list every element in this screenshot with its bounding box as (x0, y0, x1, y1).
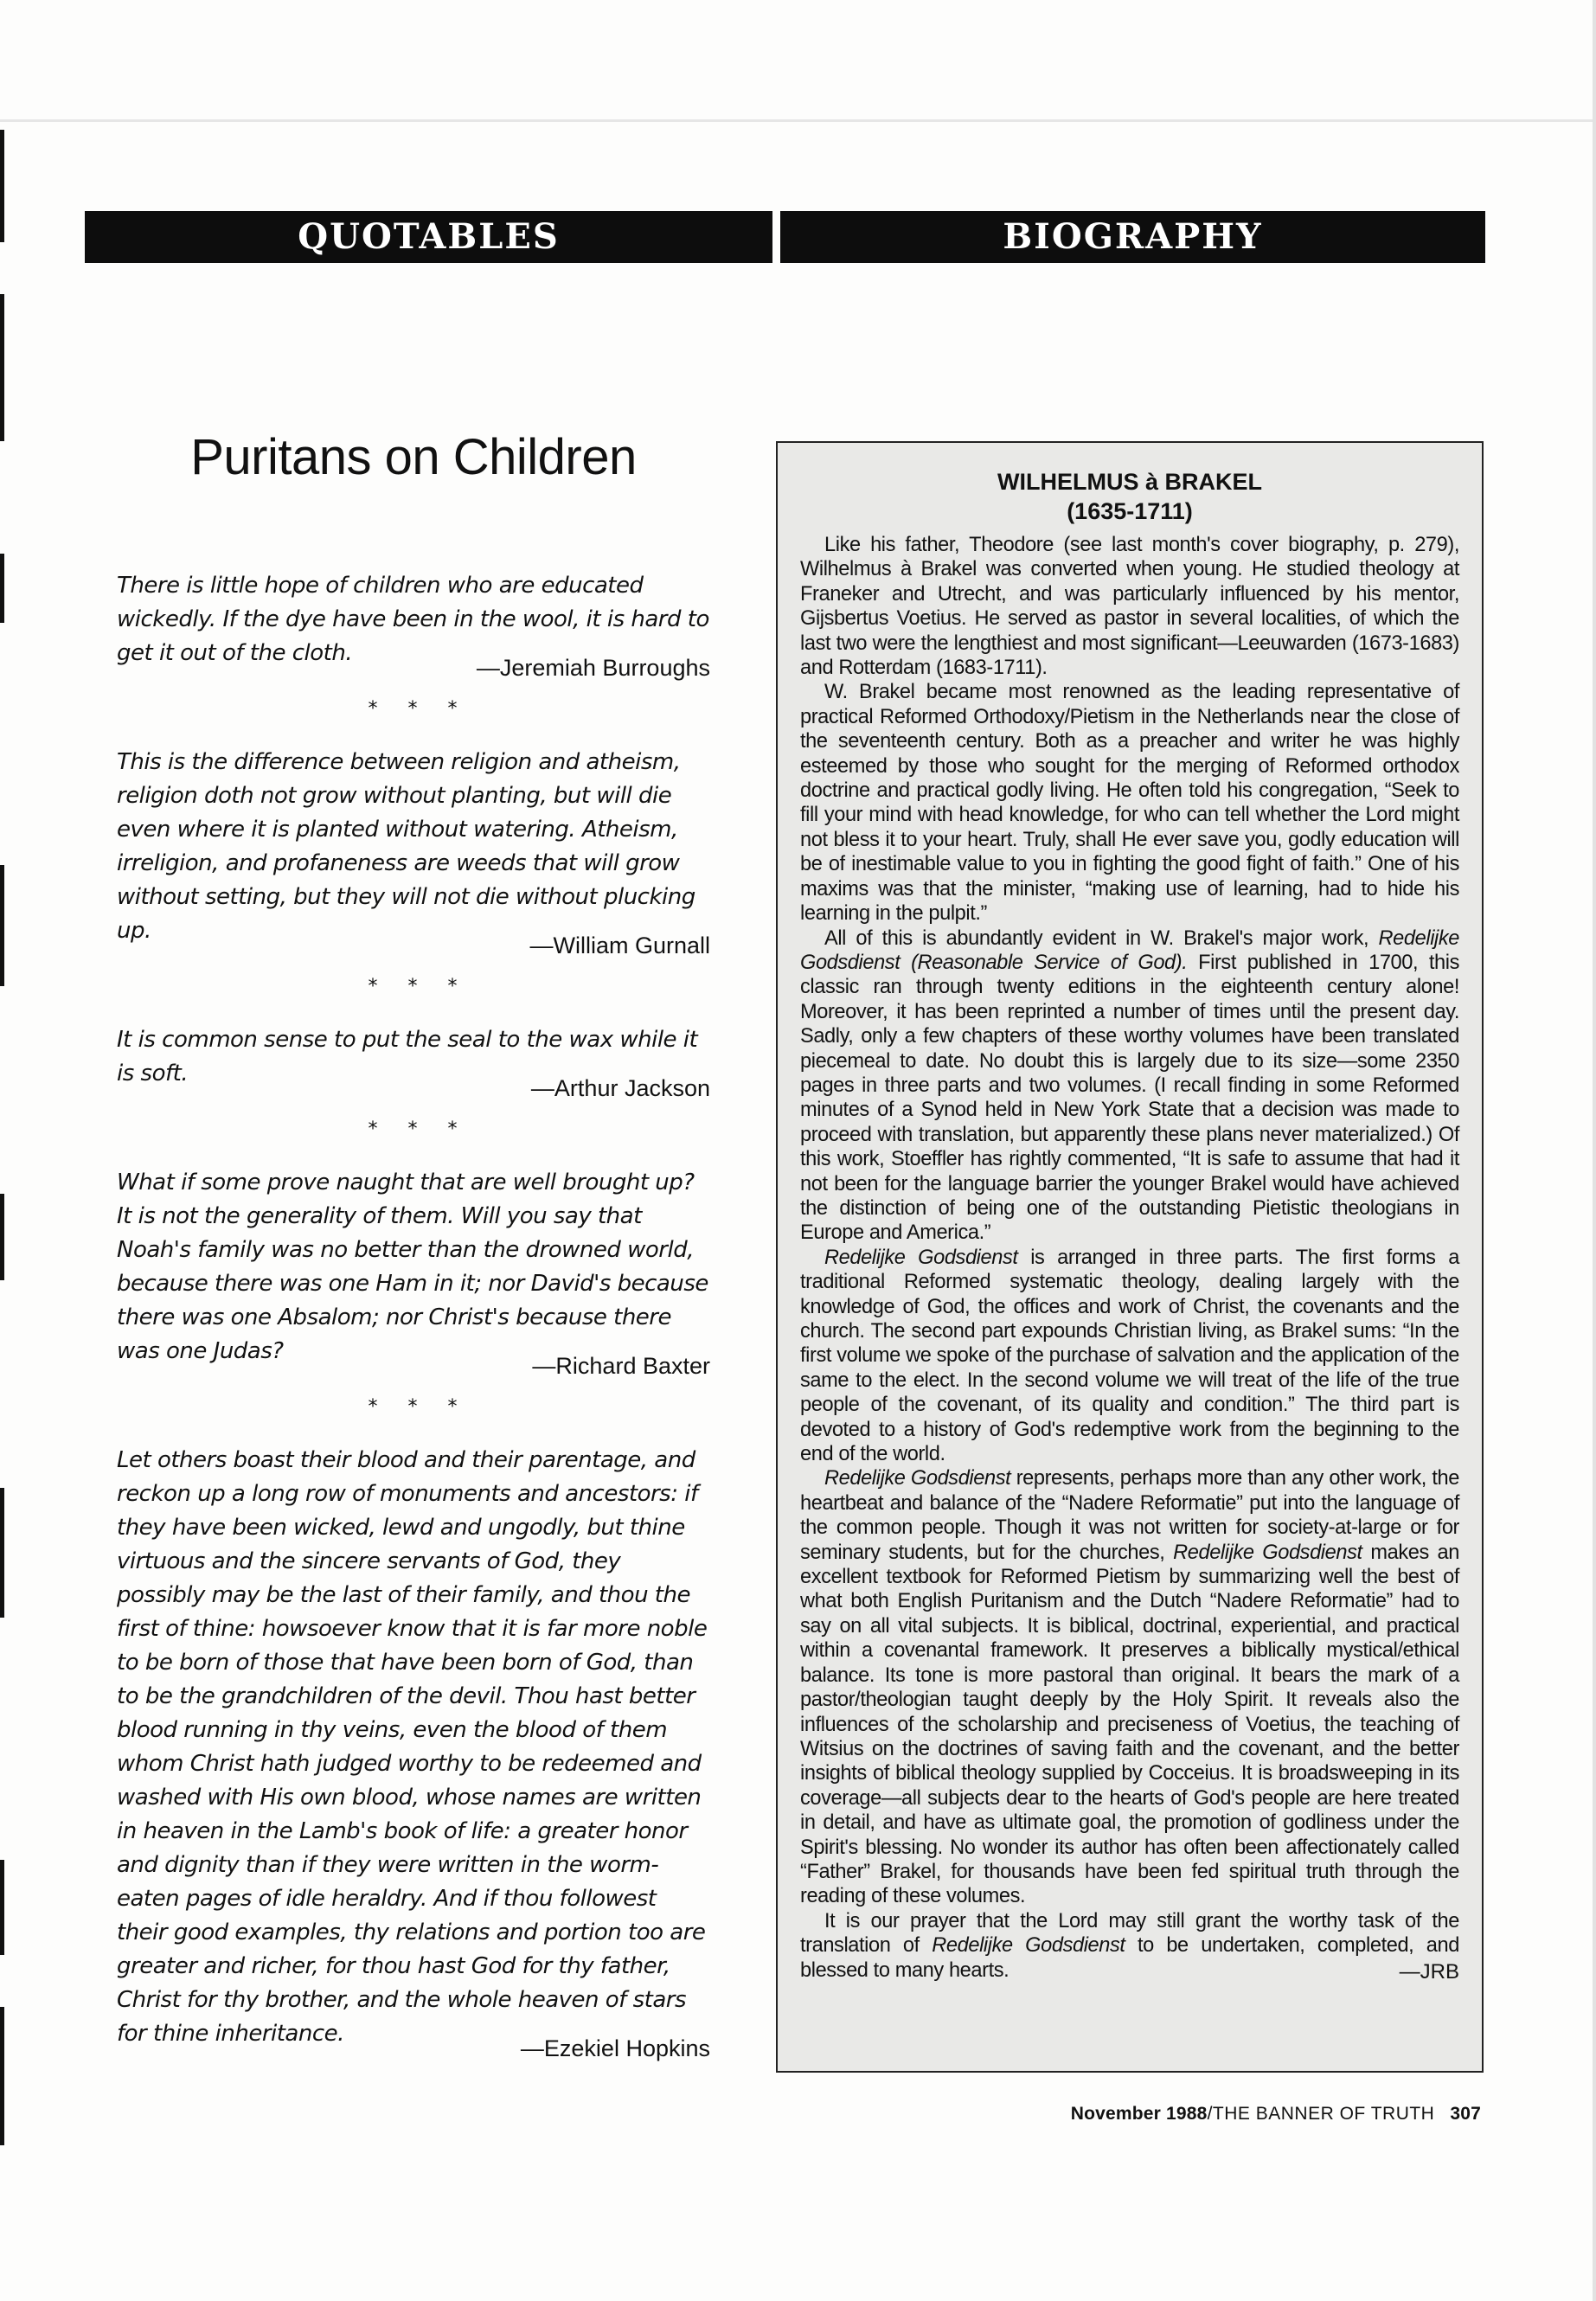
work-title: Redelijke Godsdienst (824, 1246, 1018, 1269)
biography-banner: BIOGRAPHY (780, 211, 1485, 263)
binding-edge (0, 1194, 4, 1280)
paragraph-text: All of this is abundantly evident in W. Brakel's major work, (824, 926, 1379, 950)
biography-signature: —JRB (1399, 1959, 1459, 1984)
paragraph-text: makes an excellent textbook for Reformed Pietism by summarizing well the best of what both English Puritanism and the Dutch “Nadere Reformatie” had to say on all vital subjects. It is biblical, doctrinal, experiential, and practical within a covenantal framework. It preserves a biblically mystical/ethical balance. Its tone is more pastoral than original. It bears the mark of a pastor/theologian taught deeply by the Holy Spirit. It reveals also the influences of the scholarship and preciseness of Voetius, the teaching of Witsius on the doctrines of saving faith and the covenant, and the better insights of biblical theology supplied by Cocceius. It is broadsweeping in its coverage—all subjects dear to the hearts of God's people are here treated in detail, and have as ultimate goal, the promotion of godliness under the Spirit's blessing. No wonder its author has often been affectionately called “Father” Brakel, for thousands have been fed spiritual truth through the reading of these volumes. (800, 1541, 1459, 1908)
quotables-banner: QUOTABLES (85, 211, 772, 263)
scan-edge (0, 119, 1596, 122)
page-number: 307 (1450, 2104, 1481, 2124)
separator: * * * (368, 1118, 470, 1140)
work-title: Redelijke Godsdienst (1173, 1541, 1362, 1564)
separator: * * * (368, 698, 470, 720)
quote-author: —William Gurnall (529, 933, 710, 958)
work-title: Redelijke Godsdienst (932, 1934, 1125, 1958)
paragraph-text: is arranged in three parts. The first forms a traditional Reformed systematic theology, dealing largely with the knowledge of God, the offices and work of Christ, the covenants and the church. The second part expounds Christian living, as Brakel sums: “In the first volume we spoke of the purchase of salvation and the application of the same to the elect. In the second volume we will treat of the life of the true people of the covenant, of its quality and condition.” The third part is devoted to a history of God's redemptive work from the beginning to the end of the world. (800, 1246, 1459, 1466)
biography-paragraph: W. Brakel became most renowned as the leading representative of practical Reformed Orthodoxy/Pietism in the Netherlands near the close of the seventeenth century. Both as a preacher and writer he was highly esteemed by those who sought for the merging of Reformed orthodox doctrine and practical godly living. He often told his congregation, “Seek to fill your mind with head knowledge, for who can tell whether the Lord might not bless it to your heart. Truly, shall He ever save you, godly education will be of inestimable value to you in fighting the good fight of faith.” One of his maxims was that the minister, “making use of learning, had to hide his learning in the pulpit.” (800, 681, 1459, 926)
biography-paragraph (800, 1466, 1459, 1908)
binding-edge (0, 554, 4, 623)
quote-text: What if some prove naught that are well brought up? It is not the generality of them. Will you say that Noah's family was no better than the drowned world, because there was one Ham in it; nor David's because there was one Absalom; nor Christ's because there was one Judas? (117, 1170, 708, 1364)
quote-text: There is little hope of children who are educated wickedly. If the dye have been in the wool, it is hard to get it out of the cloth. (117, 573, 709, 666)
paragraph-text: represents, perhaps more than any other work, the heartbeat and balance of the “Nadere Reformatie” put into the language of the common people. Though it was not written for society-at-large or for seminary students, but for the churches, (800, 1467, 1459, 1564)
quote-author: —Arthur Jackson (530, 1075, 710, 1101)
biography-name: WILHELMUS à BRAKEL (997, 469, 1262, 495)
page-footer (865, 2104, 1481, 2125)
work-title: Redelijke Godsdienst (Reasonable Service of God). (800, 926, 1459, 974)
quotables-column (117, 428, 710, 2061)
quote (117, 746, 710, 958)
quote (117, 1444, 710, 2061)
quote (117, 569, 710, 681)
quote (117, 1166, 710, 1379)
binding-edge (0, 1860, 4, 1955)
quote-author: —Ezekiel Hopkins (520, 2035, 710, 2061)
issue-date: November 1988 (1070, 2104, 1208, 2124)
biography-box (776, 441, 1484, 2073)
quote (117, 1023, 710, 1101)
separator: * * * (368, 1396, 470, 1418)
binding-edge (0, 130, 4, 242)
paragraph-text: First published in 1700, this classic ran through twenty editions in the eighteenth century alone! Moreover, it has been reprinted a number of times until the present day. Sadly, only a few chapters of these worthy volumes have been translated piecemeal to date. No doubt this is largely due to its size—some 2350 pages in three parts and two volumes. (I recall finding in some Reformed minutes of a Synod held in New York State that a decision was made to proceed with translation, but apparently these plans never materialized.) Of this work, Stoeffler has rightly commented, “It is safe to assume that had it not been for the language barrier the younger Brakel would have achieved the distinction of being one of the outstanding Pietistic theologians in Europe and America.” (800, 951, 1459, 1245)
biography-paragraph: Like his father, Theodore (see last month's cover biography, p. 279), Wilhelmus à Brakel was converted when young. He studied theology at Franeker and Utrecht, and was particularly influenced by his mentor, Gijsbertus Voetius. He served as pastor in several localities, of which the last two were the lengthiest and most significant—Leeuwarden (1673-1683) and Rotterdam (1683-1711). (800, 534, 1459, 680)
binding-edge (0, 1488, 4, 1618)
binding-edge (0, 294, 4, 441)
quote-text: This is the difference between religion and atheism, religion doth not grow without planting, but will die even where it is planted without watering. Atheism, irreligion, and profaneness are weeds that will grow without setting, but they will not die without plucking up. (117, 749, 695, 944)
scan-edge (1593, 0, 1596, 2301)
quote-text: Let others boast their blood and their parentage, and reckon up a long row of monuments and ancestors: if they have been wicked, lewd and ungodly, but thine virtuous and the sincere servants of God, they possibly may be the last of their family, and thou the first of thine: howsoever know that it is far more noble to be born of those that have been born of God, than to be the grandchildren of the devil. Thou hast better blood running in thy veins, even the blood of them whom Christ hath judged worthy to be redeemed and washed with His own blood, whose names are written in heaven in the Lamb's book of life: a greater honor and dignity than if they were written in the worm-eaten pages of idle heraldry. And if thou followest their good examples, thy relations and portion too are greater and richer, for thou hast God for thy father, Christ for thy brother, and the whole heaven of stars for thine inheritance. (117, 1447, 708, 2047)
separator: * * * (368, 976, 470, 997)
page-title: Puritans on Children (190, 429, 637, 485)
binding-edge (0, 2007, 4, 2145)
biography-years: (1635-1711) (1067, 498, 1193, 524)
paragraph-text: to be undertaken, completed, and blessed to many hearts. (800, 1934, 1459, 1982)
biography-paragraph (800, 1246, 1459, 1467)
quote-author: —Richard Baxter (532, 1353, 710, 1379)
binding-edge (0, 865, 4, 986)
work-title: Redelijke Godsdienst (824, 1467, 1011, 1490)
biography-paragraph (800, 926, 1459, 1246)
publication-name: /THE BANNER OF TRUTH (1207, 2104, 1435, 2124)
paragraph-text: It is our prayer that the Lord may still grant the worthy task of the translation of (800, 1909, 1459, 1958)
quote-text: It is common sense to put the seal to the wax while it is soft. (117, 1027, 698, 1086)
quote-author: —Jeremiah Burroughs (476, 655, 710, 681)
